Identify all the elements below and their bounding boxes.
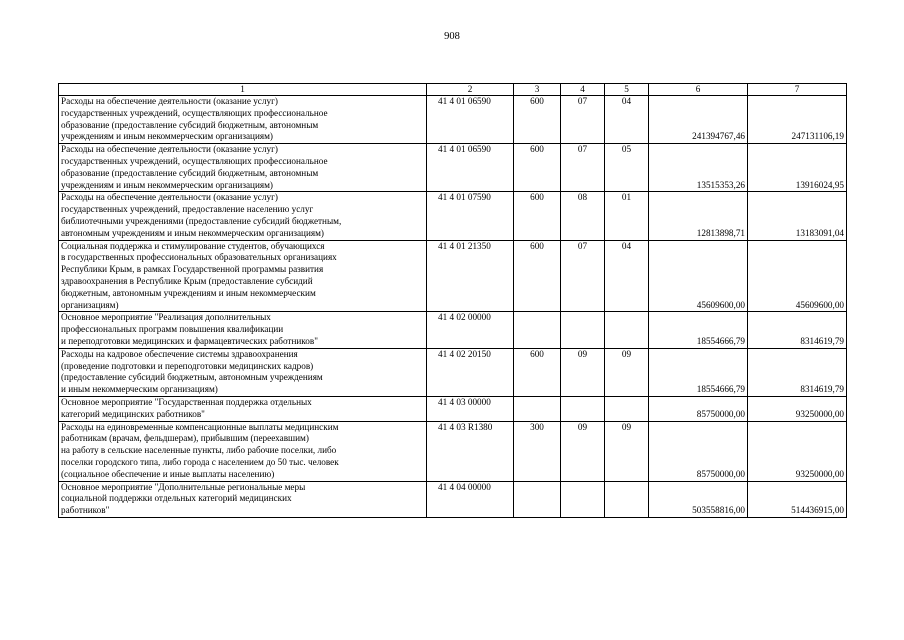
expense-type: 600	[514, 192, 561, 240]
target-code: 41 4 03 00000	[427, 396, 514, 421]
amount-col6: 13515353,26	[649, 144, 748, 192]
amount-col7: 93250000,00	[748, 421, 847, 481]
section	[561, 312, 605, 348]
section	[561, 396, 605, 421]
amount-col7: 45609600,00	[748, 240, 847, 312]
target-code: 41 4 01 06590	[427, 96, 514, 144]
target-code: 41 4 01 07590	[427, 192, 514, 240]
target-code: 41 4 01 06590	[427, 144, 514, 192]
section: 08	[561, 192, 605, 240]
amount-col6: 45609600,00	[649, 240, 748, 312]
expense-type: 300	[514, 421, 561, 481]
expense-name: Расходы на кадровое обеспечение системы здравоохранения (проведение подготовки и переподготовки медицинских кадров) (предоставление субсидий бюджетным, автономным учреждениям и иным некоммерческим организациям)	[59, 348, 427, 396]
header-cell: 5	[605, 84, 649, 96]
expense-type: 600	[514, 240, 561, 312]
page-number: 908	[444, 31, 460, 42]
expense-name: Расходы на обеспечение деятельности (оказание услуг) государственных учреждений, осуществляющих профессиональное образование (предоставление субсидий бюджетным, автономным учреждениям и иным некоммерческим организациям)	[59, 96, 427, 144]
expense-type	[514, 312, 561, 348]
subsection	[605, 312, 649, 348]
target-code: 41 4 02 20150	[427, 348, 514, 396]
target-code: 41 4 01 21350	[427, 240, 514, 312]
section: 07	[561, 240, 605, 312]
budget-table	[58, 83, 847, 518]
target-code: 41 4 02 00000	[427, 312, 514, 348]
expense-name: Расходы на обеспечение деятельности (оказание услуг) государственных учреждений, предоставление населению услуг библиотечными учреждениями (предоставление субсидий бюджетным, автономным учреждениям и иным некоммерческим организациям)	[59, 192, 427, 240]
amount-col6: 503558816,00	[649, 481, 748, 517]
subsection: 04	[605, 96, 649, 144]
subsection: 04	[605, 240, 649, 312]
subsection	[605, 396, 649, 421]
table-row	[59, 396, 847, 421]
header-cell: 6	[649, 84, 748, 96]
amount-col7: 514436915,00	[748, 481, 847, 517]
expense-type: 600	[514, 96, 561, 144]
target-code: 41 4 04 00000	[427, 481, 514, 517]
section	[561, 481, 605, 517]
expense-type: 600	[514, 144, 561, 192]
section: 09	[561, 348, 605, 396]
amount-col7: 13916024,95	[748, 144, 847, 192]
header-cell: 1	[59, 84, 427, 96]
amount-col7: 13183091,04	[748, 192, 847, 240]
table-row	[59, 481, 847, 517]
section: 09	[561, 421, 605, 481]
table-row	[59, 144, 847, 192]
amount-col7: 8314619,79	[748, 312, 847, 348]
amount-col6: 85750000,00	[649, 421, 748, 481]
section: 07	[561, 96, 605, 144]
subsection	[605, 481, 649, 517]
table-row	[59, 312, 847, 348]
expense-name: Социальная поддержка и стимулирование студентов, обучающихся в государственных профессиональных образовательных организациях Республики Крым, в рамках Государственной программы развития здравоохранения в Республике Крым (предоставление субсидий бюджетным, автономным учреждениям и иным некоммерческим организациям)	[59, 240, 427, 312]
expense-name: Расходы на единовременные компенсационные выплаты медицинским работникам (врачам, фельдшерам), прибывшим (переехавшим) на работу в сельские населенные пункты, либо рабочие поселки, либо поселки городского типа, либо города с населением до 50 тыс. человек (социальное обеспечение и иные выплаты населению)	[59, 421, 427, 481]
amount-col7: 8314619,79	[748, 348, 847, 396]
expense-name: Основное мероприятие "Реализация дополнительных профессиональных программ повышения квалификации и переподготовки медицинских и фармацевтических работников"	[59, 312, 427, 348]
table-row	[59, 240, 847, 312]
header-cell: 3	[514, 84, 561, 96]
target-code: 41 4 03 R1380	[427, 421, 514, 481]
amount-col6: 241394767,46	[649, 96, 748, 144]
amount-col6: 85750000,00	[649, 396, 748, 421]
table-row	[59, 348, 847, 396]
expense-type	[514, 481, 561, 517]
subsection: 09	[605, 421, 649, 481]
section: 07	[561, 144, 605, 192]
header-row	[59, 84, 847, 96]
amount-col6: 18554666,79	[649, 348, 748, 396]
amount-col7: 93250000,00	[748, 396, 847, 421]
expense-name: Основное мероприятие "Дополнительные региональные меры социальной поддержки отдельных категорий медицинских работников"	[59, 481, 427, 517]
expense-name: Расходы на обеспечение деятельности (оказание услуг) государственных учреждений, осуществляющих профессиональное образование (предоставление субсидий бюджетным, автономным учреждениям и иным некоммерческим организациям)	[59, 144, 427, 192]
subsection: 09	[605, 348, 649, 396]
header-cell: 4	[561, 84, 605, 96]
expense-name: Основное мероприятие "Государственная поддержка отдельных категорий медицинских работников"	[59, 396, 427, 421]
subsection: 01	[605, 192, 649, 240]
amount-col6: 12813898,71	[649, 192, 748, 240]
table-row	[59, 192, 847, 240]
subsection: 05	[605, 144, 649, 192]
amount-col6: 18554666,79	[649, 312, 748, 348]
table-row	[59, 96, 847, 144]
header-cell: 7	[748, 84, 847, 96]
table-row	[59, 421, 847, 481]
amount-col7: 247131106,19	[748, 96, 847, 144]
header-cell: 2	[427, 84, 514, 96]
expense-type: 600	[514, 348, 561, 396]
expense-type	[514, 396, 561, 421]
